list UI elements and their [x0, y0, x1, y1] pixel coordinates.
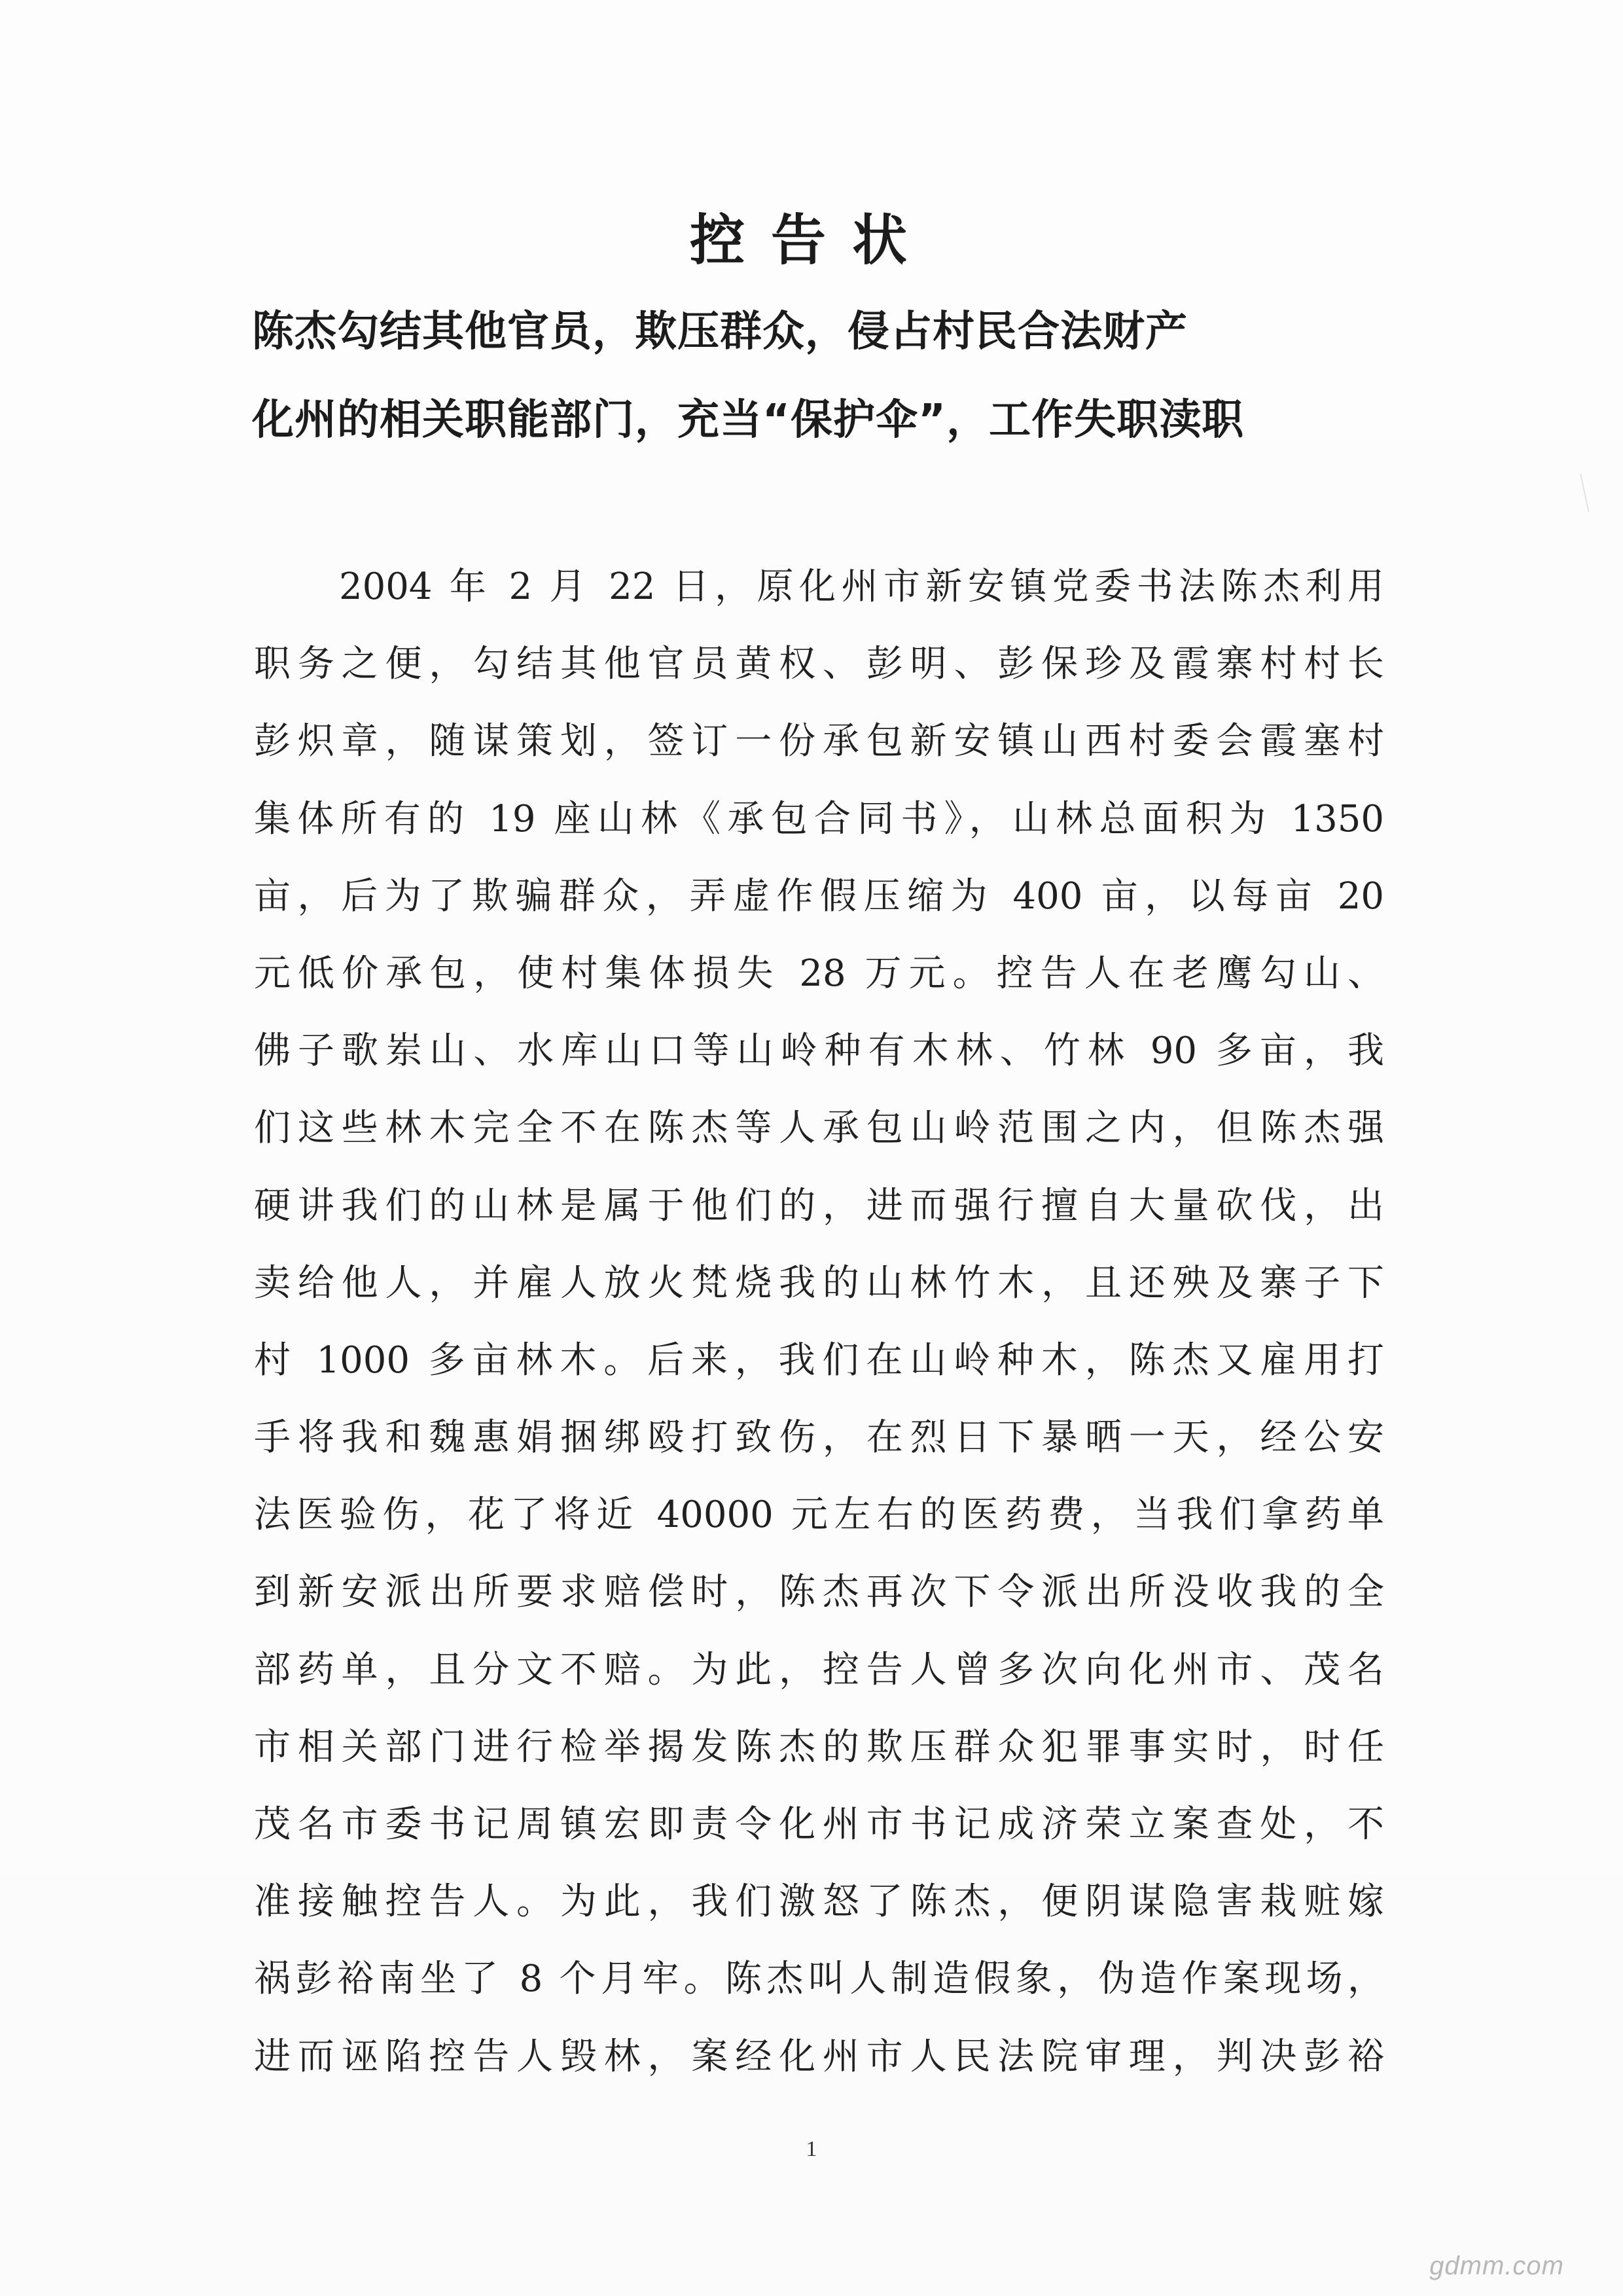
- body-line: 茂名市委书记周镇宏即责令化州市书记成济荣立案查处，不: [254, 1803, 1384, 1846]
- document-body: [254, 548, 1384, 2096]
- body-line: 手将我和魏惠娟捆绑殴打致伤，在烈日下暴晒一天，经公安: [254, 1416, 1384, 1460]
- body-line: 集体所有的 19 座山林《承包合同书》，山林总面积为 1350: [254, 797, 1384, 840]
- body-line: 准接触控告人。为此，我们激怒了陈杰，便阴谋隐害栽赃嫁: [254, 1880, 1384, 1924]
- body-line: 们这些林木完全不在陈杰等人承包山岭范围之内，但陈杰强: [254, 1107, 1384, 1150]
- body-line: 法医验伤，花了将近 40000 元左右的医药费，当我们拿药单: [254, 1494, 1384, 1537]
- subtitle-line-1: 陈杰勾结其他官员，欺压群众，侵占村民合法财产: [252, 308, 1188, 356]
- body-line: 2004 年 2 月 22 日，原化州市新安镇党委书法陈杰利用: [339, 565, 1384, 608]
- body-line: 祸彭裕南坐了 8 个月牢。陈杰叫人制造假象，伪造作案现场，: [254, 1958, 1384, 2001]
- body-line: 市相关部门进行检举揭发陈杰的欺压群众犯罪事实时，时任: [254, 1725, 1384, 1768]
- subtitle-line-2: 化州的相关职能部门，充当“保护伞”，工作失职渎职: [252, 396, 1245, 444]
- body-line: 职务之便，勾结其他官员黄权、彭明、彭保珍及霞寨村村长: [254, 643, 1384, 686]
- body-line: 进而诬陷控告人毁林，案经化州市人民法院审理，判决彭裕: [254, 2035, 1384, 2078]
- body-line: 到新安派出所要求赔偿时，陈杰再次下令派出所没收我的全: [254, 1571, 1384, 1614]
- body-line: 元低价承包，使村集体损失 28 万元。控告人在老鹰勾山、: [254, 952, 1384, 995]
- body-line: 村 1000 多亩林木。后来，我们在山岭种木，陈杰又雇用打: [254, 1338, 1384, 1382]
- body-line: 硬讲我们的山林是属于他们的，进而强行擅自大量砍伐，出: [254, 1184, 1384, 1227]
- site-watermark: gdmm.com: [1429, 2251, 1564, 2280]
- document-title: 控告状: [689, 208, 933, 272]
- body-line: 部药单，且分文不赔。为此，控告人曾多次向化州市、茂名: [254, 1648, 1384, 1691]
- page-number: 1: [806, 2137, 817, 2161]
- body-line: 佛子歌岽山、水库山口等山岭种有木林、竹林 90 多亩，我: [254, 1030, 1384, 1073]
- body-line: 亩，后为了欺骗群众，弄虚作假压缩为 400 亩，以每亩 20: [254, 874, 1384, 918]
- body-line: 彭炽章，随谋策划，签订一份承包新安镇山西村委会霞塞村: [254, 720, 1384, 763]
- body-line: 卖给他人，并雇人放火梵烧我的山林竹木，且还殃及寨子下: [254, 1261, 1384, 1304]
- scan-artifact: [1580, 469, 1609, 512]
